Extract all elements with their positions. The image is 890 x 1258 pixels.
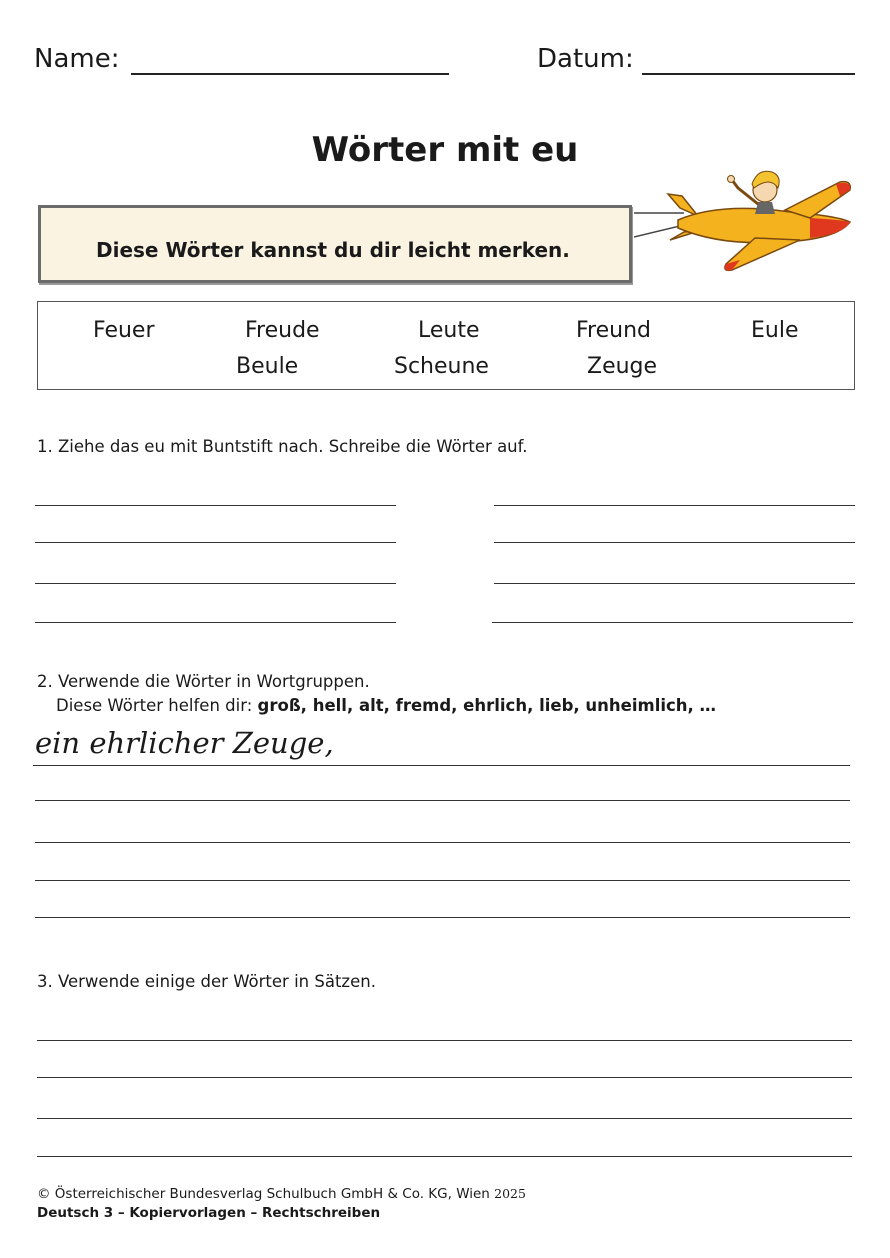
page-title: Wörter mit eu (311, 130, 579, 170)
writing-line[interactable] (494, 542, 855, 543)
footer-series: Deutsch 3 – Kopiervorlagen – Rechtschreiben (37, 1205, 381, 1221)
airplane-pilot-icon (660, 160, 860, 275)
task2-instruction: 2. Verwende die Wörter in Wortgruppen. (37, 672, 370, 691)
writing-line[interactable] (492, 622, 853, 623)
writing-line[interactable] (35, 583, 396, 584)
banner (38, 205, 632, 283)
name-write-line[interactable] (131, 73, 449, 75)
writing-line[interactable] (37, 1040, 852, 1041)
task2-helper-list: groß, hell, alt, fremd, ehrlich, lieb, unheimlich, … (257, 696, 717, 715)
date-label: Datum: (537, 44, 634, 74)
writing-line[interactable] (37, 1118, 852, 1119)
word-item: Zeuge (587, 354, 658, 379)
writing-line[interactable] (35, 800, 850, 801)
task2-helper-prefix: Diese Wörter helfen dir: (56, 696, 258, 715)
writing-line[interactable] (35, 622, 396, 623)
word-item: Feuer (93, 318, 155, 343)
writing-line[interactable] (35, 880, 850, 881)
task3-instruction: 3. Verwende einige der Wörter in Sätzen. (37, 972, 376, 991)
task2-helper-words (56, 696, 716, 715)
task1-instruction: 1. Ziehe das eu mit Buntstift nach. Schreibe die Wörter auf. (37, 437, 528, 456)
word-item: Scheune (394, 354, 489, 379)
word-item: Eule (751, 318, 799, 343)
footer-copyright (37, 1186, 526, 1202)
writing-line[interactable] (35, 917, 850, 918)
writing-line[interactable] (37, 1077, 852, 1078)
writing-line[interactable] (35, 505, 396, 506)
writing-line[interactable] (35, 842, 850, 843)
footer-year: 2025 (494, 1186, 526, 1201)
writing-line[interactable] (494, 505, 855, 506)
writing-line[interactable] (37, 1156, 852, 1157)
date-write-line[interactable] (642, 73, 855, 75)
writing-line[interactable] (35, 542, 396, 543)
word-item: Leute (418, 318, 480, 343)
example-phrase: ein ehrlicher Zeuge, (35, 726, 334, 760)
word-box (37, 301, 855, 390)
word-item: Freund (576, 318, 652, 343)
writing-line[interactable] (33, 765, 850, 766)
word-item: Beule (236, 354, 299, 379)
word-item: Freude (245, 318, 320, 343)
banner-text: Diese Wörter kannst du dir leicht merken. (96, 238, 570, 262)
writing-line[interactable] (494, 583, 855, 584)
footer-copyright-text: © Österreichischer Bundesverlag Schulbuch GmbH & Co. KG, Wien (37, 1186, 490, 1202)
name-label: Name: (34, 44, 120, 74)
